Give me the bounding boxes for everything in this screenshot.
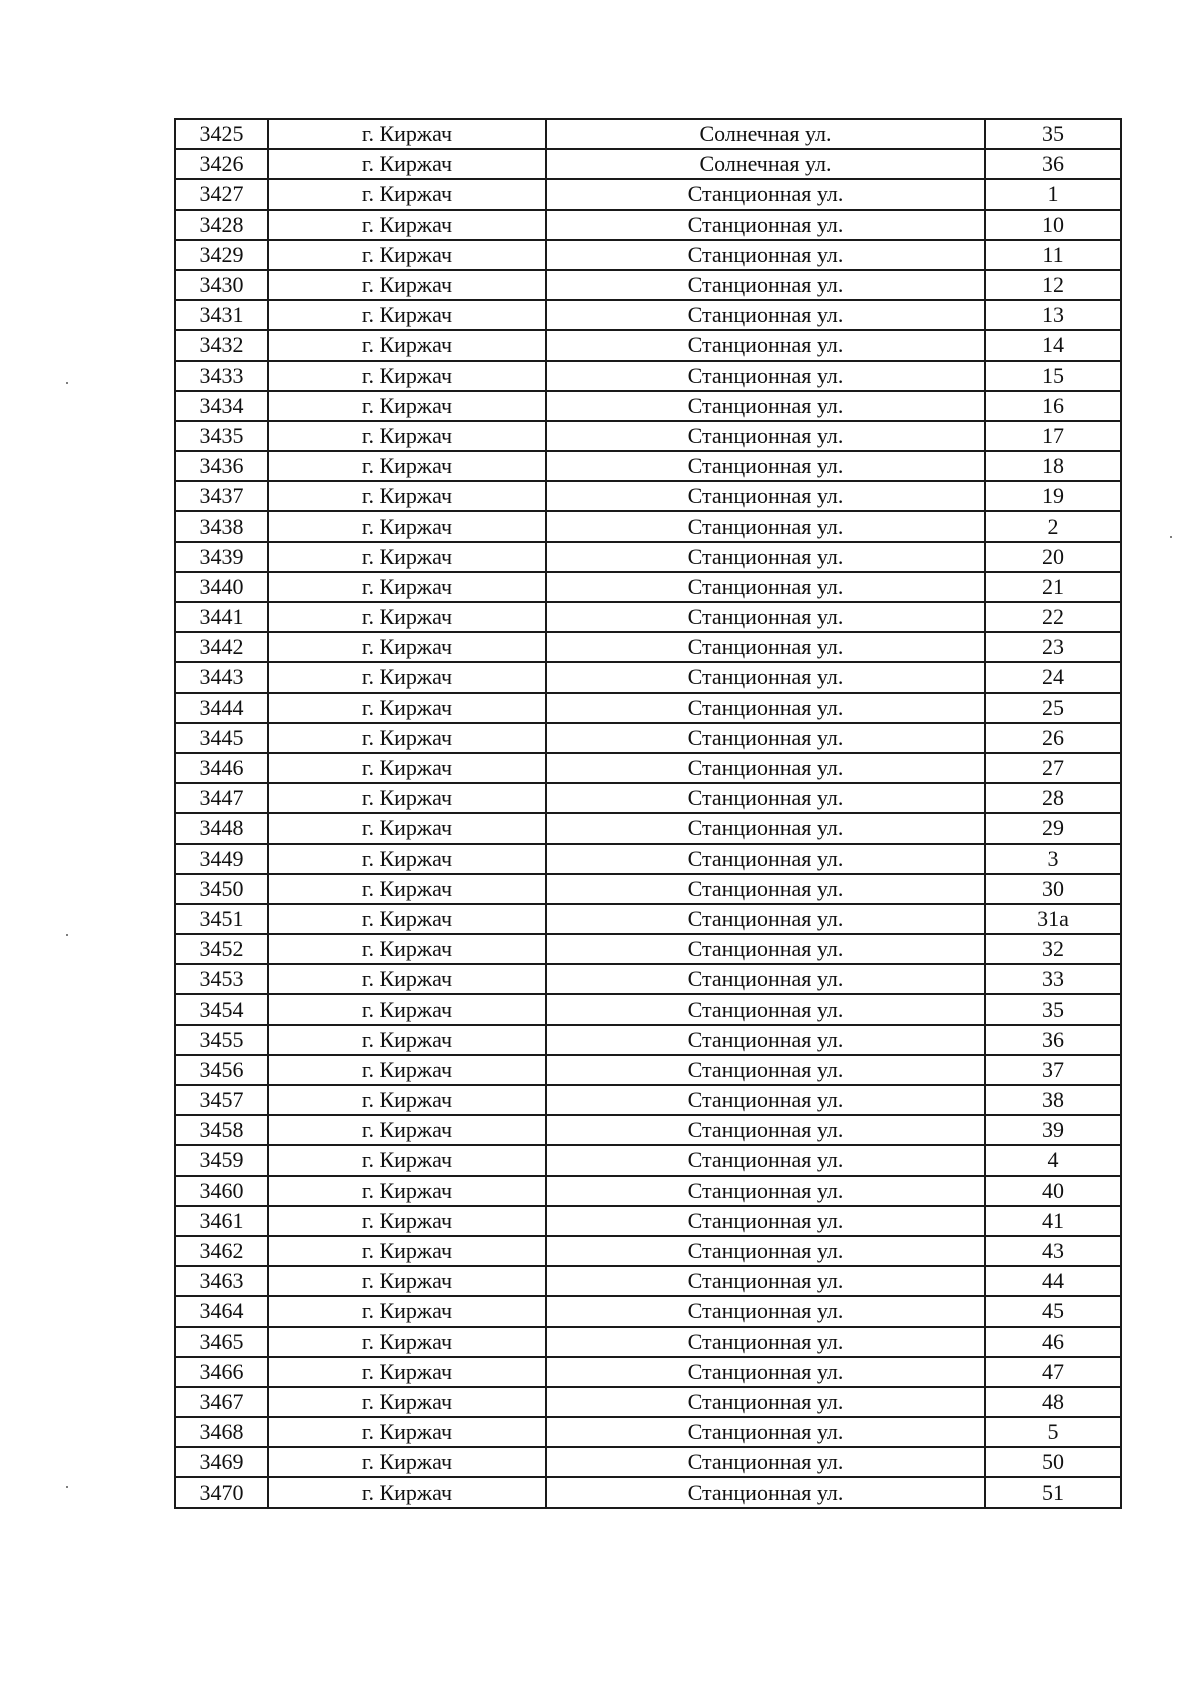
- house-number-cell: 3: [985, 844, 1121, 874]
- scan-speck: [66, 934, 68, 936]
- table-row: [175, 542, 1121, 572]
- row-number-cell: 3456: [175, 1055, 268, 1085]
- house-number-cell: 28: [985, 783, 1121, 813]
- table-row: [175, 391, 1121, 421]
- street-cell: Станционная ул.: [546, 1206, 985, 1236]
- table-row: [175, 844, 1121, 874]
- row-number-cell: 3426: [175, 149, 268, 179]
- table-row: [175, 1236, 1121, 1266]
- street-cell: Станционная ул.: [546, 391, 985, 421]
- table-row: [175, 723, 1121, 753]
- city-cell: г. Киржач: [268, 421, 546, 451]
- table-row: [175, 1025, 1121, 1055]
- street-cell: Станционная ул.: [546, 1417, 985, 1447]
- city-cell: г. Киржач: [268, 270, 546, 300]
- house-number-cell: 15: [985, 361, 1121, 391]
- city-cell: г. Киржач: [268, 210, 546, 240]
- table-row: [175, 994, 1121, 1024]
- city-cell: г. Киржач: [268, 844, 546, 874]
- row-number-cell: 3459: [175, 1145, 268, 1175]
- city-cell: г. Киржач: [268, 662, 546, 692]
- house-number-cell: 23: [985, 632, 1121, 662]
- city-cell: г. Киржач: [268, 511, 546, 541]
- street-cell: Станционная ул.: [546, 1236, 985, 1266]
- table-row: [175, 1266, 1121, 1296]
- city-cell: г. Киржач: [268, 632, 546, 662]
- house-number-cell: 29: [985, 813, 1121, 843]
- table-row: [175, 1417, 1121, 1447]
- street-cell: Станционная ул.: [546, 1477, 985, 1507]
- row-number-cell: 3447: [175, 783, 268, 813]
- scan-speck: [66, 382, 68, 384]
- house-number-cell: 25: [985, 693, 1121, 723]
- row-number-cell: 3467: [175, 1387, 268, 1417]
- city-cell: г. Киржач: [268, 1085, 546, 1115]
- street-cell: Станционная ул.: [546, 844, 985, 874]
- city-cell: г. Киржач: [268, 602, 546, 632]
- row-number-cell: 3444: [175, 693, 268, 723]
- city-cell: г. Киржач: [268, 1176, 546, 1206]
- city-cell: г. Киржач: [268, 572, 546, 602]
- table-row: [175, 1387, 1121, 1417]
- city-cell: г. Киржач: [268, 1115, 546, 1145]
- table-row: [175, 662, 1121, 692]
- row-number-cell: 3443: [175, 662, 268, 692]
- street-cell: Станционная ул.: [546, 542, 985, 572]
- street-cell: Солнечная ул.: [546, 149, 985, 179]
- house-number-cell: 17: [985, 421, 1121, 451]
- table-row: [175, 1477, 1121, 1507]
- table-row: [175, 904, 1121, 934]
- row-number-cell: 3442: [175, 632, 268, 662]
- table-row: [175, 1176, 1121, 1206]
- row-number-cell: 3454: [175, 994, 268, 1024]
- house-number-cell: 39: [985, 1115, 1121, 1145]
- street-cell: Станционная ул.: [546, 813, 985, 843]
- city-cell: г. Киржач: [268, 451, 546, 481]
- house-number-cell: 24: [985, 662, 1121, 692]
- house-number-cell: 2: [985, 511, 1121, 541]
- street-cell: Станционная ул.: [546, 1296, 985, 1326]
- table-row: [175, 511, 1121, 541]
- row-number-cell: 3458: [175, 1115, 268, 1145]
- row-number-cell: 3451: [175, 904, 268, 934]
- table-row: [175, 1447, 1121, 1477]
- house-number-cell: 51: [985, 1477, 1121, 1507]
- table-row: [175, 1145, 1121, 1175]
- city-cell: г. Киржач: [268, 994, 546, 1024]
- street-cell: Станционная ул.: [546, 481, 985, 511]
- house-number-cell: 4: [985, 1145, 1121, 1175]
- house-number-cell: 36: [985, 1025, 1121, 1055]
- scan-speck: [66, 1486, 68, 1488]
- house-number-cell: 47: [985, 1357, 1121, 1387]
- row-number-cell: 3436: [175, 451, 268, 481]
- city-cell: г. Киржач: [268, 1206, 546, 1236]
- city-cell: г. Киржач: [268, 1266, 546, 1296]
- street-cell: Станционная ул.: [546, 1085, 985, 1115]
- table-row: [175, 1085, 1121, 1115]
- city-cell: г. Киржач: [268, 934, 546, 964]
- table-row: [175, 1357, 1121, 1387]
- row-number-cell: 3439: [175, 542, 268, 572]
- street-cell: Станционная ул.: [546, 300, 985, 330]
- street-cell: Станционная ул.: [546, 874, 985, 904]
- row-number-cell: 3449: [175, 844, 268, 874]
- street-cell: Станционная ул.: [546, 210, 985, 240]
- house-number-cell: 31а: [985, 904, 1121, 934]
- street-cell: Станционная ул.: [546, 1266, 985, 1296]
- row-number-cell: 3432: [175, 330, 268, 360]
- table-row: [175, 1206, 1121, 1236]
- table-row: [175, 1296, 1121, 1326]
- city-cell: г. Киржач: [268, 874, 546, 904]
- street-cell: Станционная ул.: [546, 1145, 985, 1175]
- row-number-cell: 3446: [175, 753, 268, 783]
- table-row: [175, 210, 1121, 240]
- row-number-cell: 3440: [175, 572, 268, 602]
- city-cell: г. Киржач: [268, 179, 546, 209]
- table-row: [175, 934, 1121, 964]
- table-row: [175, 783, 1121, 813]
- table-row: [175, 300, 1121, 330]
- address-table: [174, 118, 1122, 1509]
- house-number-cell: 20: [985, 542, 1121, 572]
- table-row: [175, 421, 1121, 451]
- table-row: [175, 813, 1121, 843]
- table-row: [175, 240, 1121, 270]
- house-number-cell: 44: [985, 1266, 1121, 1296]
- city-cell: г. Киржач: [268, 240, 546, 270]
- row-number-cell: 3430: [175, 270, 268, 300]
- city-cell: г. Киржач: [268, 813, 546, 843]
- row-number-cell: 3452: [175, 934, 268, 964]
- street-cell: Солнечная ул.: [546, 119, 985, 149]
- street-cell: Станционная ул.: [546, 361, 985, 391]
- table-row: [175, 874, 1121, 904]
- city-cell: г. Киржач: [268, 1327, 546, 1357]
- city-cell: г. Киржач: [268, 904, 546, 934]
- city-cell: г. Киржач: [268, 119, 546, 149]
- house-number-cell: 45: [985, 1296, 1121, 1326]
- row-number-cell: 3468: [175, 1417, 268, 1447]
- house-number-cell: 32: [985, 934, 1121, 964]
- street-cell: Станционная ул.: [546, 1357, 985, 1387]
- house-number-cell: 22: [985, 602, 1121, 632]
- table-row: [175, 632, 1121, 662]
- row-number-cell: 3438: [175, 511, 268, 541]
- house-number-cell: 38: [985, 1085, 1121, 1115]
- city-cell: г. Киржач: [268, 1145, 546, 1175]
- table-row: [175, 270, 1121, 300]
- house-number-cell: 18: [985, 451, 1121, 481]
- row-number-cell: 3435: [175, 421, 268, 451]
- city-cell: г. Киржач: [268, 1236, 546, 1266]
- house-number-cell: 46: [985, 1327, 1121, 1357]
- city-cell: г. Киржач: [268, 330, 546, 360]
- row-number-cell: 3464: [175, 1296, 268, 1326]
- city-cell: г. Киржач: [268, 1477, 546, 1507]
- street-cell: Станционная ул.: [546, 421, 985, 451]
- row-number-cell: 3457: [175, 1085, 268, 1115]
- city-cell: г. Киржач: [268, 723, 546, 753]
- scan-speck: [1170, 536, 1172, 538]
- row-number-cell: 3466: [175, 1357, 268, 1387]
- house-number-cell: 13: [985, 300, 1121, 330]
- row-number-cell: 3453: [175, 964, 268, 994]
- street-cell: Станционная ул.: [546, 511, 985, 541]
- row-number-cell: 3470: [175, 1477, 268, 1507]
- table-row: [175, 119, 1121, 149]
- city-cell: г. Киржач: [268, 1296, 546, 1326]
- street-cell: Станционная ул.: [546, 270, 985, 300]
- table-row: [175, 572, 1121, 602]
- house-number-cell: 35: [985, 119, 1121, 149]
- house-number-cell: 50: [985, 1447, 1121, 1477]
- city-cell: г. Киржач: [268, 1387, 546, 1417]
- row-number-cell: 3427: [175, 179, 268, 209]
- house-number-cell: 1: [985, 179, 1121, 209]
- city-cell: г. Киржач: [268, 964, 546, 994]
- city-cell: г. Киржач: [268, 300, 546, 330]
- row-number-cell: 3463: [175, 1266, 268, 1296]
- house-number-cell: 35: [985, 994, 1121, 1024]
- house-number-cell: 16: [985, 391, 1121, 421]
- table-row: [175, 451, 1121, 481]
- street-cell: Станционная ул.: [546, 964, 985, 994]
- row-number-cell: 3460: [175, 1176, 268, 1206]
- row-number-cell: 3462: [175, 1236, 268, 1266]
- city-cell: г. Киржач: [268, 1357, 546, 1387]
- table-row: [175, 330, 1121, 360]
- row-number-cell: 3450: [175, 874, 268, 904]
- house-number-cell: 12: [985, 270, 1121, 300]
- street-cell: Станционная ул.: [546, 1447, 985, 1477]
- city-cell: г. Киржач: [268, 753, 546, 783]
- table-row: [175, 1055, 1121, 1085]
- street-cell: Станционная ул.: [546, 753, 985, 783]
- row-number-cell: 3455: [175, 1025, 268, 1055]
- table-row: [175, 179, 1121, 209]
- city-cell: г. Киржач: [268, 1447, 546, 1477]
- row-number-cell: 3434: [175, 391, 268, 421]
- city-cell: г. Киржач: [268, 693, 546, 723]
- city-cell: г. Киржач: [268, 361, 546, 391]
- row-number-cell: 3461: [175, 1206, 268, 1236]
- table-row: [175, 964, 1121, 994]
- street-cell: Станционная ул.: [546, 783, 985, 813]
- street-cell: Станционная ул.: [546, 330, 985, 360]
- row-number-cell: 3429: [175, 240, 268, 270]
- street-cell: Станционная ул.: [546, 1115, 985, 1145]
- address-table-body: [175, 119, 1121, 1508]
- table-row: [175, 602, 1121, 632]
- street-cell: Станционная ул.: [546, 1327, 985, 1357]
- house-number-cell: 40: [985, 1176, 1121, 1206]
- row-number-cell: 3428: [175, 210, 268, 240]
- house-number-cell: 21: [985, 572, 1121, 602]
- street-cell: Станционная ул.: [546, 934, 985, 964]
- street-cell: Станционная ул.: [546, 1025, 985, 1055]
- row-number-cell: 3448: [175, 813, 268, 843]
- street-cell: Станционная ул.: [546, 723, 985, 753]
- street-cell: Станционная ул.: [546, 632, 985, 662]
- row-number-cell: 3465: [175, 1327, 268, 1357]
- street-cell: Станционная ул.: [546, 572, 985, 602]
- city-cell: г. Киржач: [268, 481, 546, 511]
- row-number-cell: 3433: [175, 361, 268, 391]
- table-row: [175, 1115, 1121, 1145]
- city-cell: г. Киржач: [268, 1417, 546, 1447]
- city-cell: г. Киржач: [268, 149, 546, 179]
- house-number-cell: 37: [985, 1055, 1121, 1085]
- house-number-cell: 33: [985, 964, 1121, 994]
- table-row: [175, 481, 1121, 511]
- street-cell: Станционная ул.: [546, 904, 985, 934]
- row-number-cell: 3425: [175, 119, 268, 149]
- street-cell: Станционная ул.: [546, 240, 985, 270]
- city-cell: г. Киржач: [268, 391, 546, 421]
- row-number-cell: 3431: [175, 300, 268, 330]
- street-cell: Станционная ул.: [546, 1176, 985, 1206]
- row-number-cell: 3441: [175, 602, 268, 632]
- house-number-cell: 41: [985, 1206, 1121, 1236]
- table-row: [175, 753, 1121, 783]
- street-cell: Станционная ул.: [546, 662, 985, 692]
- house-number-cell: 19: [985, 481, 1121, 511]
- row-number-cell: 3469: [175, 1447, 268, 1477]
- city-cell: г. Киржач: [268, 783, 546, 813]
- street-cell: Станционная ул.: [546, 1055, 985, 1085]
- row-number-cell: 3437: [175, 481, 268, 511]
- table-row: [175, 1327, 1121, 1357]
- house-number-cell: 48: [985, 1387, 1121, 1417]
- city-cell: г. Киржач: [268, 1055, 546, 1085]
- house-number-cell: 27: [985, 753, 1121, 783]
- street-cell: Станционная ул.: [546, 179, 985, 209]
- table-row: [175, 149, 1121, 179]
- city-cell: г. Киржач: [268, 1025, 546, 1055]
- table-row: [175, 361, 1121, 391]
- house-number-cell: 26: [985, 723, 1121, 753]
- street-cell: Станционная ул.: [546, 602, 985, 632]
- house-number-cell: 30: [985, 874, 1121, 904]
- street-cell: Станционная ул.: [546, 451, 985, 481]
- street-cell: Станционная ул.: [546, 994, 985, 1024]
- house-number-cell: 5: [985, 1417, 1121, 1447]
- street-cell: Станционная ул.: [546, 1387, 985, 1417]
- street-cell: Станционная ул.: [546, 693, 985, 723]
- house-number-cell: 10: [985, 210, 1121, 240]
- city-cell: г. Киржач: [268, 542, 546, 572]
- table-row: [175, 693, 1121, 723]
- house-number-cell: 36: [985, 149, 1121, 179]
- house-number-cell: 11: [985, 240, 1121, 270]
- row-number-cell: 3445: [175, 723, 268, 753]
- house-number-cell: 14: [985, 330, 1121, 360]
- house-number-cell: 43: [985, 1236, 1121, 1266]
